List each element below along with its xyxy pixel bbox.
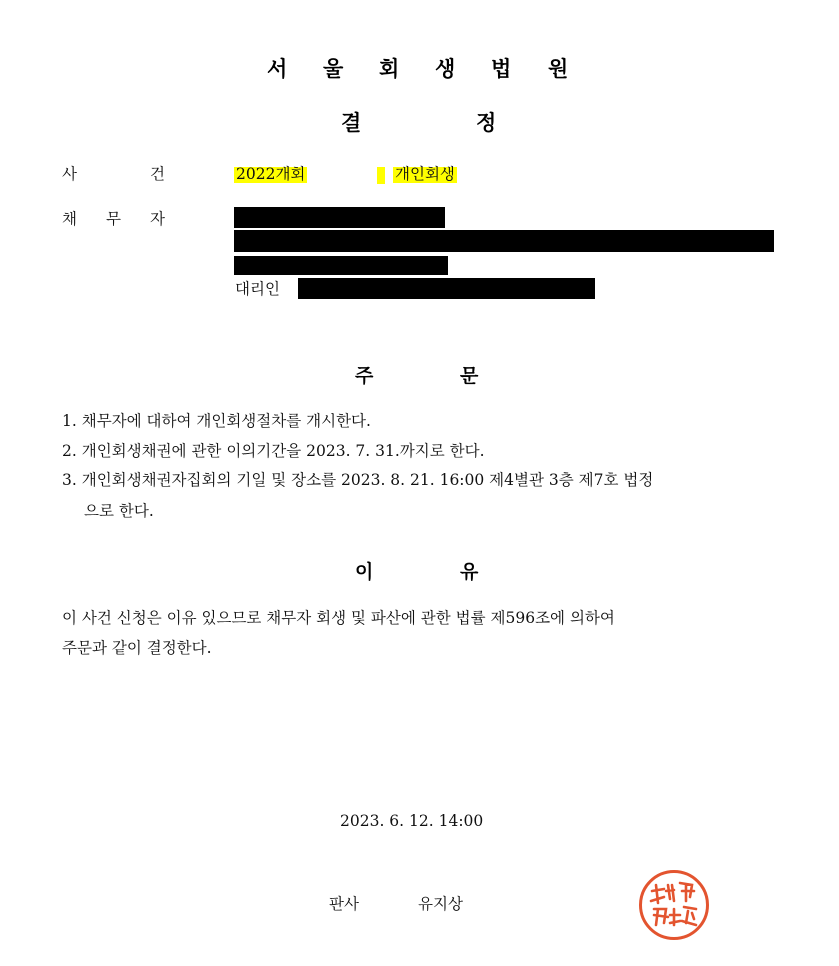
reason-line: 이 사건 신청은 이유 있으므로 채무자 회생 및 파산에 관한 법률 제596조에 의하여 — [62, 609, 615, 627]
redacted-agent-name — [298, 278, 595, 299]
judge-seal-stamp — [639, 870, 709, 940]
reason-heading-char: 이 — [355, 561, 374, 583]
redacted-debtor-address-2 — [234, 256, 448, 275]
court-name-char: 법 — [491, 57, 512, 81]
debtor-label-char: 자 — [150, 210, 165, 228]
case-type-text: 개인회생 — [395, 165, 455, 183]
case-number-redacted-highlight — [377, 167, 385, 184]
order-heading-char: 문 — [460, 365, 479, 387]
order-item: 1. 채무자에 대하여 개인회생절차를 개시한다. — [62, 412, 371, 430]
court-name-char: 서 — [267, 57, 288, 81]
case-number-text: 2022개회 — [236, 165, 306, 183]
agent-label: 대리인 — [235, 280, 280, 298]
order-heading-char: 주 — [355, 365, 374, 387]
reason-line: 주문과 같이 결정한다. — [62, 639, 212, 657]
title-char: 정 — [476, 111, 497, 135]
case-label-char: 건 — [150, 165, 165, 183]
decision-date: 2023. 6. 12. 14:00 — [340, 812, 484, 830]
court-name-char: 원 — [548, 57, 569, 81]
order-item: 2. 개인회생채권에 관한 이의기간을 2023. 7. 31.까지로 한다. — [62, 442, 485, 460]
debtor-label-char: 채 — [62, 210, 77, 228]
judge-name: 유지상 — [418, 895, 463, 913]
redacted-debtor-name — [234, 207, 445, 228]
title-char: 결 — [341, 111, 362, 135]
debtor-label-char: 무 — [106, 210, 121, 228]
redacted-debtor-address — [234, 230, 774, 252]
case-number — [234, 164, 472, 186]
court-name-char: 회 — [379, 57, 400, 81]
case-label-char: 사 — [62, 165, 77, 183]
order-item: 3. 개인회생채권자집회의 기일 및 장소를 2023. 8. 21. 16:00 제4별관 3층 제7호 법정 — [62, 471, 654, 489]
court-name-char: 울 — [323, 57, 344, 81]
reason-heading-char: 유 — [460, 561, 479, 583]
seal-icon — [642, 873, 706, 937]
judge-title: 판사 — [329, 895, 359, 913]
court-name-char: 생 — [435, 57, 456, 81]
order-item-continuation: 으로 한다. — [84, 502, 154, 520]
